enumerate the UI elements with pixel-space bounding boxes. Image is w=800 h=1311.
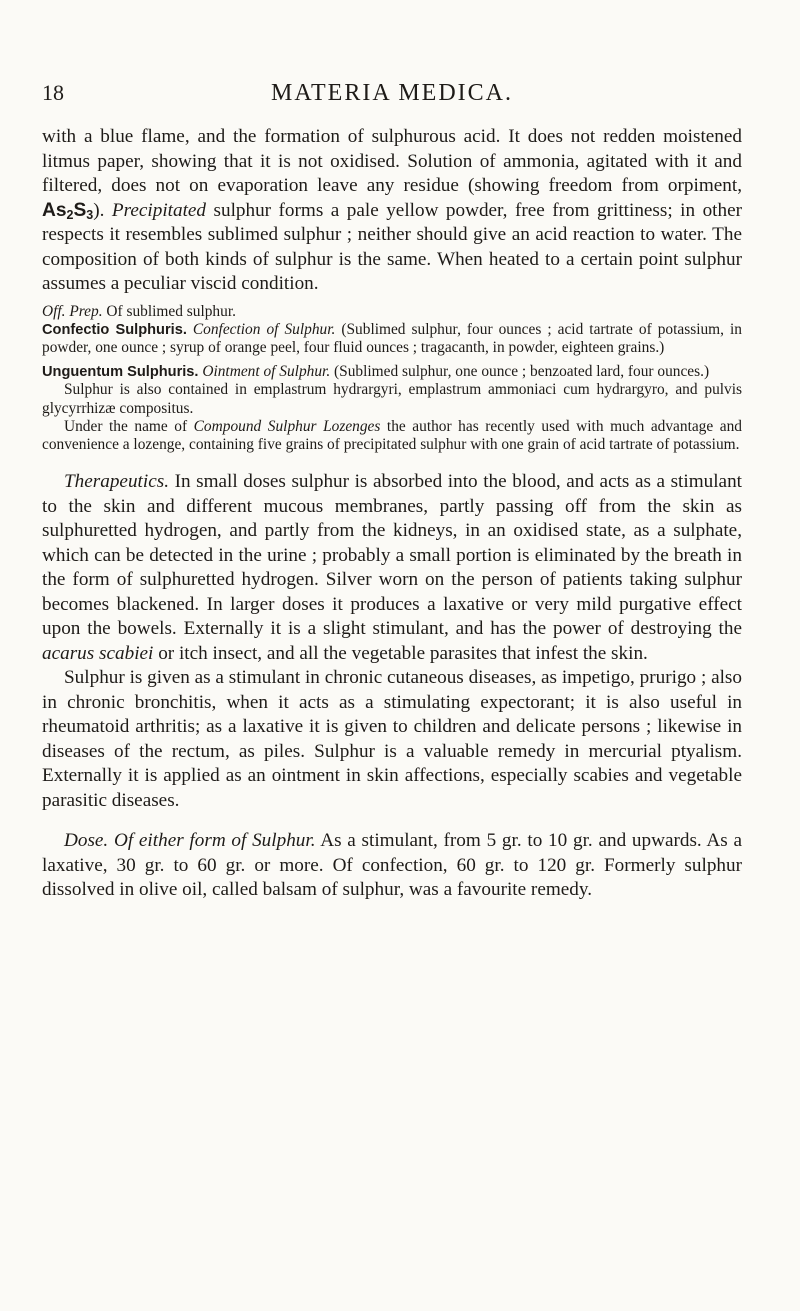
page-body	[42, 125, 742, 903]
sulphur-properties-paragraph	[42, 125, 742, 297]
uses-paragraph: Sulphur is given as a stimulant in chronic cutaneous diseases, as impetigo, prurigo ; also in chronic bronchitis, when it acts as a stimulating expectorant; it is also useful in rheumatoid arthritis; as a laxative it is given to children and delicate persons ; likewise in diseases of the rectum, as piles. Sulphur is a valuable remedy in mercurial ptyalism. Externally it is applied as an ointment in skin affections, especially scabies and vegetable parasitic diseases.	[42, 667, 742, 811]
text-run: ).	[93, 199, 112, 221]
preparation-name: Confectio Sulphuris.	[42, 321, 187, 338]
therapeutics-paragraph: Therapeutics. In small doses sulphur is absorbed into the blood, and acts as a stimulant to the skin and different mucous membranes, partly passing off from the skin as sulphuretted hydrogen, and partly from the kidneys, in an oxidised state, as a sulphate, which can be detected in the urine ; probably a small portion is eliminated by the breath in the form of sulphuretted hydrogen. Silver worn on the person of patients taking sulphur becomes blackened. In larger doses it produces a laxative or very mild purgative effect upon the bowels. Externally it is a slight stimulant, and has the power of destroying the acarus scabiei or itch insect, and all the vegetable parasites that infest the skin.	[42, 471, 742, 664]
running-head: MATERIA MEDICA.	[270, 80, 513, 106]
confectio-entry: Confectio Sulphuris. Confection of Sulphur. (Sublimed sulphur, four ounces ; acid tartrate of potassium, in powder, one ounce ; syrup of orange peel, four fluid ounces ; tragacanth, in powder, eighteen grains.)	[42, 320, 742, 356]
dose-form: Of either form of Sulphur.	[108, 830, 316, 852]
preparation-name: Unguentum Sulphuris.	[42, 364, 199, 381]
acarus-term: acarus scabiei	[42, 642, 154, 664]
text-run: sulphur forms a pale yellow powder, free from grittiness; in other respects it resembles sublimed sulphur ; neither should give an acid reaction to water. The composition of both kinds of sulphur is the same. When heated to a certain point sulphur assumes a peculiar viscid condition.	[42, 199, 742, 294]
official-preparations: Off. Prep. Of sublimed sulphur.	[42, 302, 236, 320]
preparation-english-name: Confection of Sulphur.	[192, 320, 336, 338]
emplastrum-note: Sulphur is also contained in emplastrum hydrargyri, emplastrum ammoniaci cum hydrargyro, and pulvis glycyrrhizæ compositus.	[42, 381, 742, 417]
therapeutics-label: Therapeutics.	[64, 471, 169, 493]
text-run: with a blue flame, and the formation of sulphurous acid. It does not redden moistened litmus paper, showing that it is not oxidised. Solution of ammonia, agitated with it and filtered, does not on evaporation leave any residue (showing freedom from orpiment,	[42, 126, 742, 196]
dose-label: Dose.	[64, 830, 109, 852]
dose-paragraph: Dose. Of either form of Sulphur. As a stimulant, from 5 gr. to 10 gr. and upwards. As a laxative, 30 gr. to 60 gr. or more. Of confection, 60 gr. to 120 gr. Formerly sulphur dissolved in olive oil, called balsam of sulphur, was a favourite remedy.	[42, 830, 742, 901]
unguentum-entry: Unguentum Sulphuris. Ointment of Sulphur. (Sublimed sulphur, one ounce ; benzoated lard, four ounces.)	[42, 363, 710, 381]
page-header	[42, 80, 742, 110]
lozenges-note: Under the name of Compound Sulphur Lozenges the author has recently used with much advantage and convenience a lozenge, containing five grains of precipitated sulphur with one grain of acid tartrate of potassium.	[42, 417, 742, 453]
off-prep-label: Off. Prep.	[42, 302, 103, 320]
preparation-english-name: Ointment of Sulphur.	[202, 363, 331, 381]
chemical-formula: $As_2S_3$	[42, 199, 94, 222]
page-number: 18	[42, 80, 64, 105]
lozenge-name: Compound Sulphur Lozenges	[193, 417, 381, 435]
italic-term: Precipitated	[111, 199, 207, 221]
